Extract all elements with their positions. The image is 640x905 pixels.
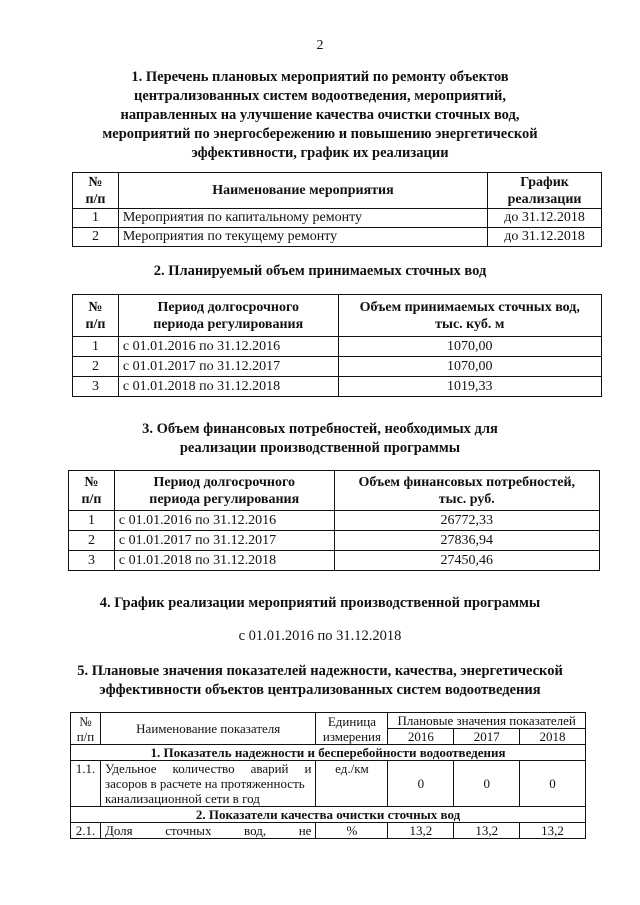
cell-unit: % — [316, 823, 388, 839]
col-unit-header: Единица измерения — [316, 713, 388, 745]
cell-name: Мероприятия по текущему ремонту — [118, 228, 487, 247]
col-planned-header: Плановые значения показателей — [388, 713, 586, 729]
table-header-row — [69, 471, 600, 511]
table-group-row — [71, 745, 586, 761]
cell-period: с 01.01.2017 по 31.12.2017 — [114, 531, 334, 551]
cell-name: Доля сточных вод, не — [100, 823, 315, 839]
cell-unit: ед./км — [316, 761, 388, 807]
table-row — [71, 823, 586, 839]
section2-table — [72, 294, 602, 397]
cell-value: 0 — [388, 761, 454, 807]
section4-period: с 01.01.2016 по 31.12.2018 — [238, 628, 402, 644]
section5-table — [70, 712, 586, 839]
table-row — [73, 337, 602, 357]
cell-value: 13,2 — [454, 823, 520, 839]
section1-title — [0, 68, 640, 163]
cell-num: 1 — [73, 209, 119, 228]
cell-num: 1.1. — [71, 761, 101, 807]
cell-num: 2 — [69, 531, 115, 551]
cell-num: 2.1. — [71, 823, 101, 839]
table-row — [73, 357, 602, 377]
group-header: 1. Показатель надежности и бесперебойности водоотведения — [71, 745, 586, 761]
col-name-header: Наименование мероприятия — [118, 173, 487, 209]
section3-title-line: реализации производственной программы — [179, 440, 461, 456]
section5-title — [0, 662, 640, 700]
col-num-header: № п/п — [73, 295, 119, 337]
table-row — [69, 531, 600, 551]
cell-value: 1070,00 — [338, 357, 601, 377]
col-year-header: 2018 — [520, 729, 586, 745]
table-header-row — [73, 173, 602, 209]
table-header-row — [71, 713, 586, 729]
cell-name: Удельное количество аварий и засоров в расчете на протяженность канализационной сети в год — [100, 761, 315, 807]
cell-period: с 01.01.2016 по 31.12.2016 — [114, 511, 334, 531]
cell-date: до 31.12.2018 — [488, 209, 602, 228]
cell-value: 26772,33 — [334, 511, 599, 531]
col-year-header: 2016 — [388, 729, 454, 745]
cell-value: 13,2 — [388, 823, 454, 839]
section2-title: 2. Планируемый объем принимаемых сточных вод — [153, 263, 487, 279]
col-year-header: 2017 — [454, 729, 520, 745]
cell-num: 3 — [73, 377, 119, 397]
cell-period: с 01.01.2017 по 31.12.2017 — [118, 357, 338, 377]
section1-title-line: направленных на улучшение качества очистки сточных вод, — [120, 107, 520, 123]
col-schedule-header: График реализации — [488, 173, 602, 209]
col-name-header: Наименование показателя — [100, 713, 315, 745]
group-header: 2. Показатели качества очистки сточных вод — [71, 807, 586, 823]
section5-title-line: 5. Плановые значения показателей надежности, качества, энергетической — [77, 663, 563, 679]
cell-value: 0 — [454, 761, 520, 807]
cell-num: 3 — [69, 551, 115, 571]
section1-title-line: централизованных систем водоотведения, мероприятий, — [134, 88, 506, 104]
cell-value: 27450,46 — [334, 551, 599, 571]
table-row — [71, 761, 586, 807]
cell-value: 13,2 — [520, 823, 586, 839]
table-row — [69, 551, 600, 571]
col-num-header: № п/п — [73, 173, 119, 209]
section5-title-line: эффективности объектов централизованных систем водоотведения — [99, 682, 541, 698]
col-period-header: Период долгосрочного периода регулирования — [114, 471, 334, 511]
table-row — [73, 209, 602, 228]
col-num-header: № п/п — [69, 471, 115, 511]
cell-period: с 01.01.2018 по 31.12.2018 — [114, 551, 334, 571]
col-value-header: Объем финансовых потребностей, тыс. руб. — [334, 471, 599, 511]
cell-value: 0 — [520, 761, 586, 807]
section3-title-line: 3. Объем финансовых потребностей, необходимых для — [142, 421, 498, 437]
section1-title-line: эффективности, график их реализации — [191, 145, 449, 161]
table-row — [73, 228, 602, 247]
table-group-row — [71, 807, 586, 823]
col-value-header: Объем принимаемых сточных вод, тыс. куб. м — [338, 295, 601, 337]
cell-value: 1070,00 — [338, 337, 601, 357]
cell-num: 1 — [73, 337, 119, 357]
page-number: 2 — [316, 38, 324, 53]
section1-table — [72, 172, 602, 247]
col-period-header: Период долгосрочного периода регулирования — [118, 295, 338, 337]
table-row — [73, 377, 602, 397]
cell-name: Мероприятия по капитальному ремонту — [118, 209, 487, 228]
section1-title-line: мероприятий по энергосбережению и повышению энергетической — [102, 126, 538, 142]
section4-title: 4. График реализации мероприятий производственной программы — [99, 595, 541, 611]
table-header-row — [73, 295, 602, 337]
section1-title-line: 1. Перечень плановых мероприятий по ремонту объектов — [131, 69, 509, 85]
cell-period: с 01.01.2018 по 31.12.2018 — [118, 377, 338, 397]
cell-num: 2 — [73, 357, 119, 377]
cell-date: до 31.12.2018 — [488, 228, 602, 247]
cell-value: 27836,94 — [334, 531, 599, 551]
cell-num: 1 — [69, 511, 115, 531]
cell-value: 1019,33 — [338, 377, 601, 397]
cell-period: с 01.01.2016 по 31.12.2016 — [118, 337, 338, 357]
table-row — [69, 511, 600, 531]
section3-table — [68, 470, 600, 571]
section3-title — [0, 420, 640, 458]
cell-num: 2 — [73, 228, 119, 247]
col-num-header: № п/п — [71, 713, 101, 745]
